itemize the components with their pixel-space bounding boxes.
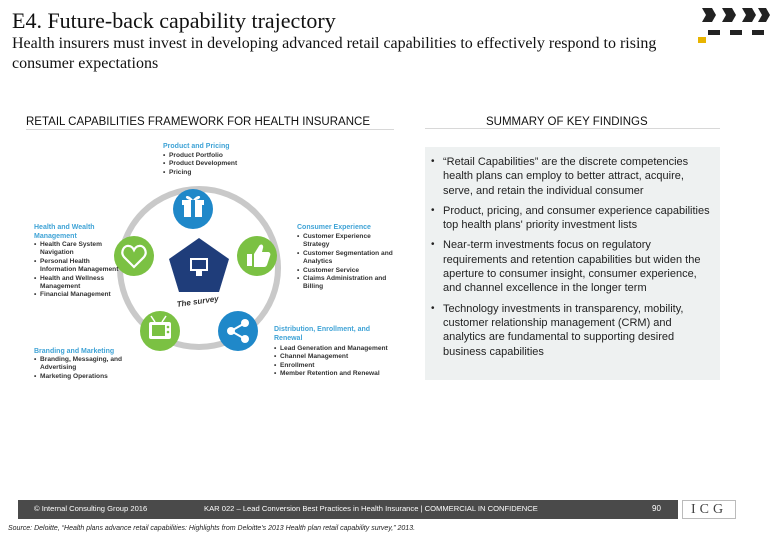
list-item: • Member Retention and Renewal (274, 370, 392, 378)
segment-list-branding (34, 356, 134, 381)
list-item: • Branding, Messaging, and Advertising (34, 356, 134, 373)
page-title: E4. Future-back capability trajectory (12, 8, 336, 33)
framework-heading: RETAIL CAPABILITIES FRAMEWORK FOR HEALTH INSURANCE (26, 116, 370, 128)
footer-copyright: © Internal Consulting Group 2016 (34, 504, 148, 513)
segment-title-consumer-experience: Consumer Experience (297, 224, 371, 231)
key-findings-panel (425, 147, 720, 380)
list-item: • Product Development (163, 160, 237, 168)
list-item: • Channel Management (274, 353, 392, 361)
segment-consumer-experience (237, 236, 277, 276)
page-number: 90 (652, 504, 661, 513)
center-label: The survey (176, 294, 220, 309)
findings-heading: SUMMARY OF KEY FINDINGS (486, 116, 648, 128)
icg-logo-text: ICG (690, 502, 728, 517)
list-item: • Enrollment (274, 362, 392, 370)
list-item: • Customer Experience Strategy (297, 233, 397, 250)
segment-list-distribution (274, 345, 392, 379)
icg-logo (682, 500, 736, 519)
segment-title-product-pricing: Product and Pricing (163, 143, 230, 150)
segment-list-product-pricing (163, 152, 237, 177)
footer-doc-info: KAR 022 – Lead Conversion Best Practices in Health Insurance | COMMERCIAL IN CONFIDENCE (204, 504, 538, 513)
list-item: • Pricing (163, 169, 237, 177)
list-item: • Financial Management (34, 291, 126, 299)
finding-item: • “Retail Capabilities” are the discrete competencies health plans can employ to better attract, acquire, serve, and retain the individual consumer (443, 155, 714, 198)
segment-list-health-wealth (34, 241, 126, 300)
list-item: • Health Care System Navigation (34, 241, 126, 258)
segment-title-health-wealth: Health and Wealth Management (34, 224, 95, 240)
source-note: Source: Deloitte, “Health plans advance retail capabilities: Highlights from Deloitte's 2013 Health plan retail capability survey,” 2013. (8, 525, 416, 532)
list-item: • Product Portfolio (163, 152, 237, 160)
finding-item: • Technology investments in transparency, mobility, customer relationship management (CRM) and analytics are fundamental to supporting desired business capabilities (443, 302, 714, 359)
segment-product-pricing (173, 189, 213, 229)
finding-item: • Near-term investments focus on regulatory requirements and retention capabilities but widen the aperture to consumer insight, consumer experience, and channel excellence in the longer term (443, 238, 714, 295)
list-item: • Customer Service (297, 267, 397, 275)
list-item: • Health and Wellness Management (34, 275, 126, 292)
segment-list-consumer-experience (297, 233, 397, 292)
segment-title-distribution: Distribution, Enrollment, and Renewal (274, 326, 371, 342)
list-item: • Claims Administration and Billing (297, 275, 397, 292)
segment-branding (140, 311, 180, 351)
segment-distribution (218, 311, 258, 351)
list-item: • Marketing Operations (34, 373, 134, 381)
list-item: • Customer Segmentation and Analytics (297, 250, 397, 267)
page-subtitle: Health insurers must invest in developing advanced retail capabilities to effectively respond to rising consumer expectations (12, 35, 657, 72)
list-item: • Lead Generation and Management (274, 345, 392, 353)
segment-title-branding: Branding and Marketing (34, 348, 115, 355)
list-item: • Personal Health Information Management (34, 258, 126, 275)
finding-item: • Product, pricing, and consumer experience capabilities top health plans' priority investment lists (443, 204, 714, 233)
